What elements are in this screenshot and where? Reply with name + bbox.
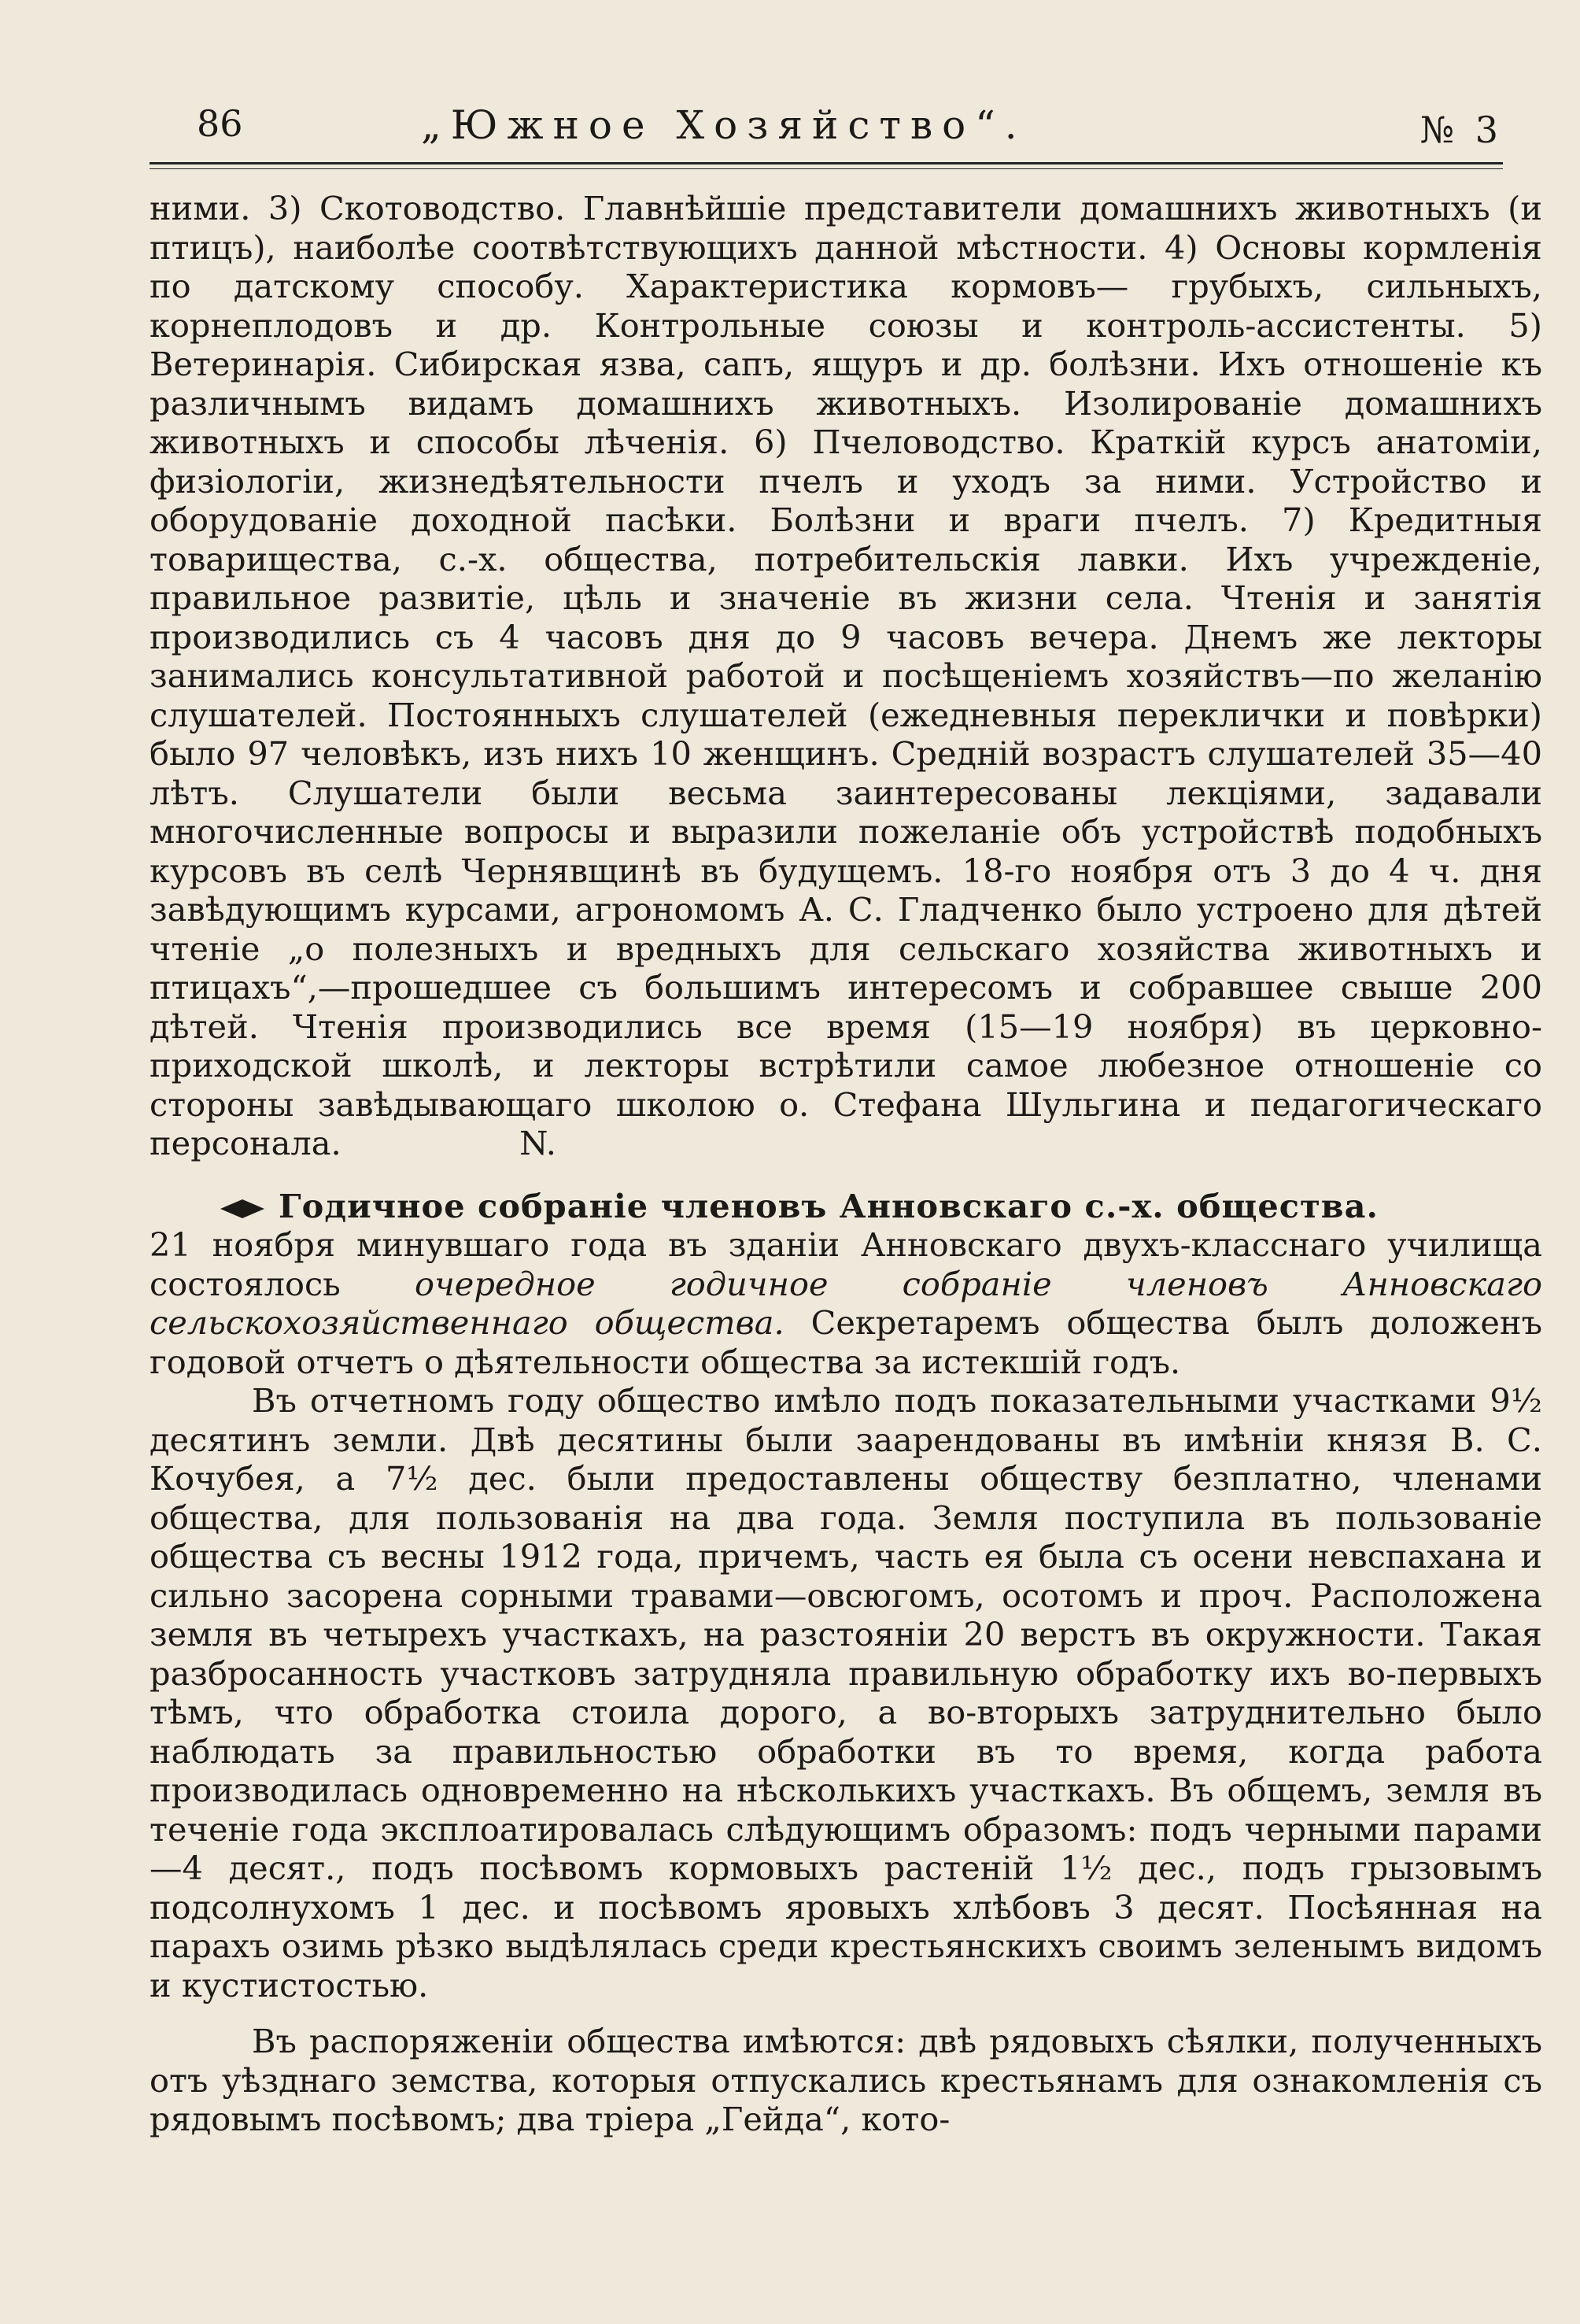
paragraph-courses: [150, 189, 1542, 1163]
page-header: [150, 102, 1503, 157]
issue-number: № 3: [1419, 109, 1503, 151]
paragraph-meeting: [150, 1225, 1542, 1381]
paragraph-plots: Въ отчетномъ году общество имѣло подъ показательными участками 9½ десятинъ земли. Двѣ десятины были заарендованы въ имѣніи князя В. С. Кочубея, а 7½ дес. были предоставлены обществу безплатно, членами общества, для пользованія на два года. Земля поступила въ пользованіе общества съ весны 1912 года, причемъ, часть ея была съ осени невспахана и сильно засорена сорными травами—овсюгомъ, осотомъ и проч. Расположена земля въ четырехъ участкахъ, на разстояніи 20 верстъ въ окружности. Такая разбросанность участковъ затрудняла правильную обработку ихъ во-первыхъ тѣмъ, что обработка стоила дорого, а во-вторыхъ затруднительно было наблюдать за правильностью обработки въ то время, когда работа производилась одновременно на нѣсколькихъ участкахъ. Въ общемъ, земля въ теченіе года эксплоатировалась слѣдующимъ образомъ: подъ черными парами—4 десят., подъ посѣвомъ кормовыхъ растеній 1½ дес., подъ грызовымъ подсолнухомъ 1 дес. и посѣвомъ яровыхъ хлѣбовъ 3 десят. Посѣянная на парахъ озимь рѣзко выдѣлялась среди крестьянскихъ своимъ зеленымъ видомъ и кустистостью.: [150, 1381, 1542, 2004]
meeting-lead-italic: очередное годичное собраніе членовъ Анновскаго сельскохозяйственнаго общества.: [150, 1264, 1542, 1342]
page-number: 86: [197, 102, 243, 145]
journal-title: „Южное Хозяйство“.: [421, 102, 1027, 148]
section-heading-line: [150, 1187, 1542, 1226]
meeting-lead: 21 ноября минувшаго года въ зданіи Анновскаго двухъ-класснаго училища состоялось: [150, 1225, 1542, 1303]
section-heading: Годичное собраніе членовъ Анновскаго с.-х. общества.: [279, 1186, 1379, 1225]
header-rule-thick: [150, 162, 1503, 164]
signature: N.: [519, 1124, 556, 1162]
paragraph-equipment: Въ распоряженіи общества имѣются: двѣ рядовыхъ сѣялки, полученныхъ отъ уѣзднаго земства, которыя отпускались крестьянамъ для ознакомленія съ рядовымъ посѣвомъ; два тріера „Гейда“, кото-: [150, 2022, 1542, 2138]
diamond-ornament-icon: [220, 1187, 264, 1226]
header-rule-thin: [150, 168, 1503, 169]
paragraph-courses-text: ними. 3) Скотоводство. Главнѣйшіе представители домашнихъ животныхъ (и птицъ), наиболѣе соотвѣтствующихъ данной мѣстности. 4) Основы кормленія по датскому способу. Характеристика кормовъ— грубыхъ, сильныхъ, корнеплодовъ и др. Контрольные союзы и контроль-ассистенты. 5) Ветеринарія. Сибирская язва, сапъ, ящуръ и др. болѣзни. Ихъ отношеніе къ различнымъ видамъ домашнихъ животныхъ. Изолированіе домашнихъ животныхъ и способы лѣченія. 6) Пчеловодство. Краткій курсъ анатоміи, физіологіи, жизнедѣятельности пчелъ и уходъ за ними. Устройство и оборудованіе доходной пасѣки. Болѣзни и враги пчелъ. 7) Кредитныя товарищества, с.-х. общества, потребительскія лавки. Ихъ учрежденіе, правильное развитіе, цѣль и значеніе въ жизни села. Чтенія и занятія производились съ 4 часовъ дня до 9 часовъ вечера. Днемъ же лекторы занимались консультативной работой и посѣщеніемъ хозяйствъ—по желанію слушателей. Постоянныхъ слушателей (ежедневныя переклички и повѣрки) было 97 человѣкъ, изъ нихъ 10 женщинъ. Средній возрастъ слушателей 35—40 лѣтъ. Слушатели были весьма заинтересованы лекціями, задавали многочисленные вопросы и выразили пожеланіе объ устройствѣ подобныхъ курсовъ въ селѣ Чернявщинѣ въ будущемъ. 18-го ноября отъ 3 до 4 ч. дня завѣдующимъ курсами, агрономомъ А. С. Гладченко было устроено для дѣтей чтеніе „о полезныхъ и вредныхъ для сельскаго хозяйства животныхъ и птицахъ“,—прошедшее съ большимъ интересомъ и собравшее свыше 200 дѣтей. Чтенія производились все время (15—19 ноября) въ церковно-приходской школѣ, и лекторы встрѣтили самое любезное отношеніе со стороны завѣдывающаго школою о. Стефана Шульгина и педагогическаго персонала.: [150, 189, 1542, 1162]
article-body: [150, 189, 1542, 2139]
meeting-lead-rest: Секретаремъ общества былъ доложенъ годовой отчетъ о дѣятельности общества за истекшій годъ.: [150, 1303, 1542, 1381]
